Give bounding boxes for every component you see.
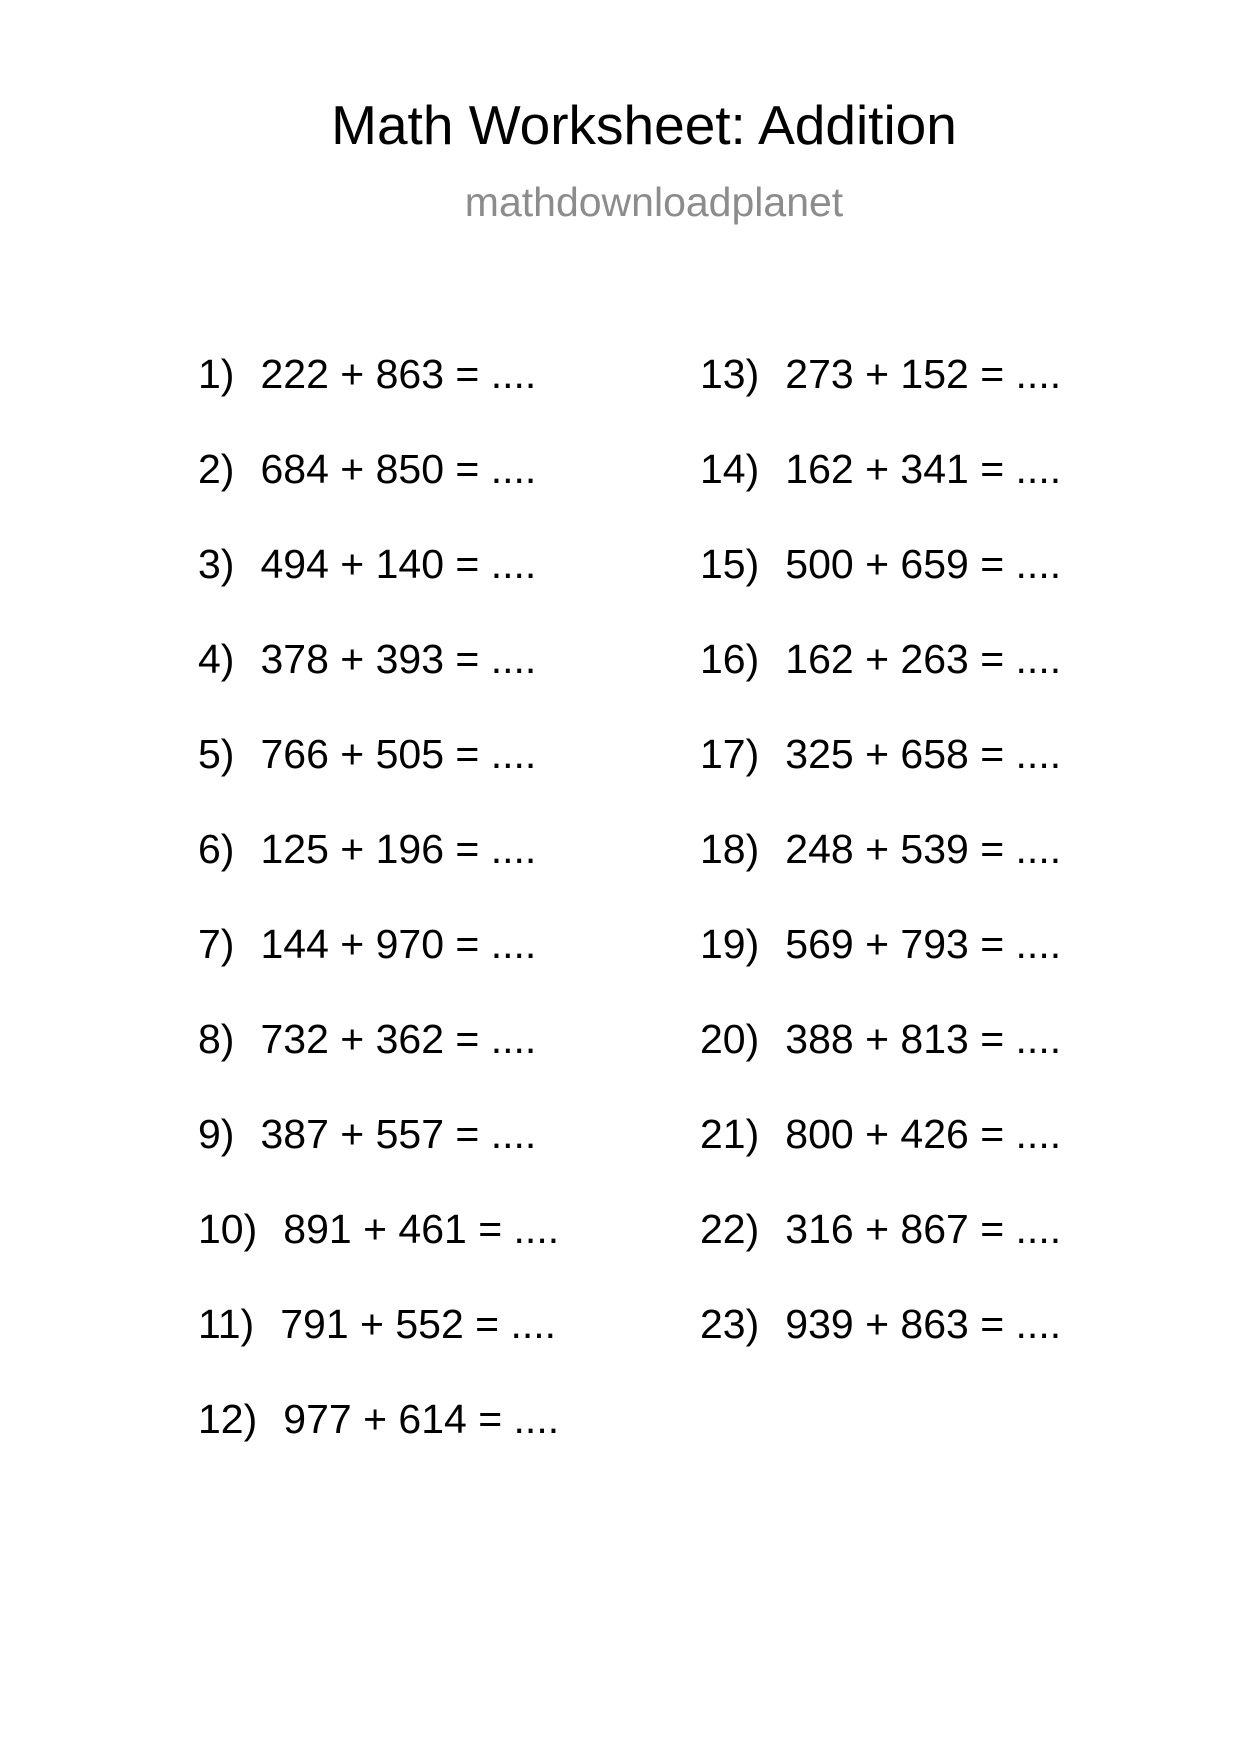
problem-number: 10) <box>198 1206 258 1252</box>
problem-expression: 494 + 140 = .... <box>260 541 537 587</box>
problem-expression: 162 + 341 = .... <box>785 446 1062 492</box>
worksheet-subtitle: mathdownloadplanet <box>464 179 844 225</box>
problem-number: 9) <box>198 1111 235 1157</box>
problem-number: 21) <box>700 1111 760 1157</box>
problem-row <box>700 517 1061 612</box>
problem-number: 13) <box>700 351 760 397</box>
problem-expression: 977 + 614 = .... <box>283 1396 560 1442</box>
problem-row <box>700 1087 1061 1182</box>
problem-row <box>198 802 559 897</box>
problem-row <box>198 422 559 517</box>
problem-row <box>700 1277 1061 1372</box>
problem-expression: 316 + 867 = .... <box>785 1206 1062 1252</box>
problems-left-column <box>198 327 559 1467</box>
problem-expression: 939 + 863 = .... <box>785 1301 1062 1347</box>
problem-row <box>700 992 1061 1087</box>
problem-row <box>198 1182 559 1277</box>
problem-expression: 222 + 863 = .... <box>260 351 537 397</box>
problem-expression: 800 + 426 = .... <box>785 1111 1062 1157</box>
problem-expression: 378 + 393 = .... <box>260 636 537 682</box>
problem-expression: 144 + 970 = .... <box>260 921 537 967</box>
problem-expression: 891 + 461 = .... <box>283 1206 560 1252</box>
problem-row <box>700 422 1061 517</box>
problem-row <box>198 707 559 802</box>
problem-row <box>700 1182 1061 1277</box>
problem-expression: 162 + 263 = .... <box>785 636 1062 682</box>
problem-number: 8) <box>198 1016 235 1062</box>
problem-expression: 500 + 659 = .... <box>785 541 1062 587</box>
problem-expression: 325 + 658 = .... <box>785 731 1062 777</box>
problem-number: 3) <box>198 541 235 587</box>
worksheet-title: Math Worksheet: Addition <box>331 94 957 156</box>
problem-number: 18) <box>700 826 760 872</box>
problem-row <box>198 1277 559 1372</box>
problem-row <box>198 612 559 707</box>
problem-number: 2) <box>198 446 235 492</box>
problem-row <box>198 992 559 1087</box>
problem-expression: 273 + 152 = .... <box>785 351 1062 397</box>
problem-expression: 388 + 813 = .... <box>785 1016 1062 1062</box>
problem-number: 5) <box>198 731 235 777</box>
problem-row <box>700 612 1061 707</box>
problem-number: 15) <box>700 541 760 587</box>
problem-number: 14) <box>700 446 760 492</box>
problem-number: 20) <box>700 1016 760 1062</box>
problem-row <box>198 1087 559 1182</box>
problem-number: 4) <box>198 636 235 682</box>
problem-expression: 387 + 557 = .... <box>260 1111 537 1157</box>
problem-number: 11) <box>198 1301 255 1347</box>
problem-number: 16) <box>700 636 760 682</box>
problem-number: 22) <box>700 1206 760 1252</box>
problem-number: 1) <box>198 351 235 397</box>
problem-row <box>700 707 1061 802</box>
problem-number: 6) <box>198 826 235 872</box>
problem-expression: 248 + 539 = .... <box>785 826 1062 872</box>
problem-row <box>198 327 559 422</box>
problem-number: 19) <box>700 921 760 967</box>
problem-number: 17) <box>700 731 760 777</box>
problem-expression: 125 + 196 = .... <box>260 826 537 872</box>
problem-number: 7) <box>198 921 235 967</box>
problem-expression: 732 + 362 = .... <box>260 1016 537 1062</box>
problem-row <box>198 517 559 612</box>
problem-expression: 791 + 552 = .... <box>280 1301 557 1347</box>
problem-row <box>700 327 1061 422</box>
problem-row <box>198 897 559 992</box>
problem-row <box>700 802 1061 897</box>
problems-right-column <box>700 327 1061 1372</box>
problem-number: 23) <box>700 1301 760 1347</box>
problem-row <box>198 1372 559 1467</box>
problem-expression: 684 + 850 = .... <box>260 446 537 492</box>
problem-expression: 766 + 505 = .... <box>260 731 537 777</box>
problem-number: 12) <box>198 1396 258 1442</box>
problem-row <box>700 897 1061 992</box>
problem-expression: 569 + 793 = .... <box>785 921 1062 967</box>
